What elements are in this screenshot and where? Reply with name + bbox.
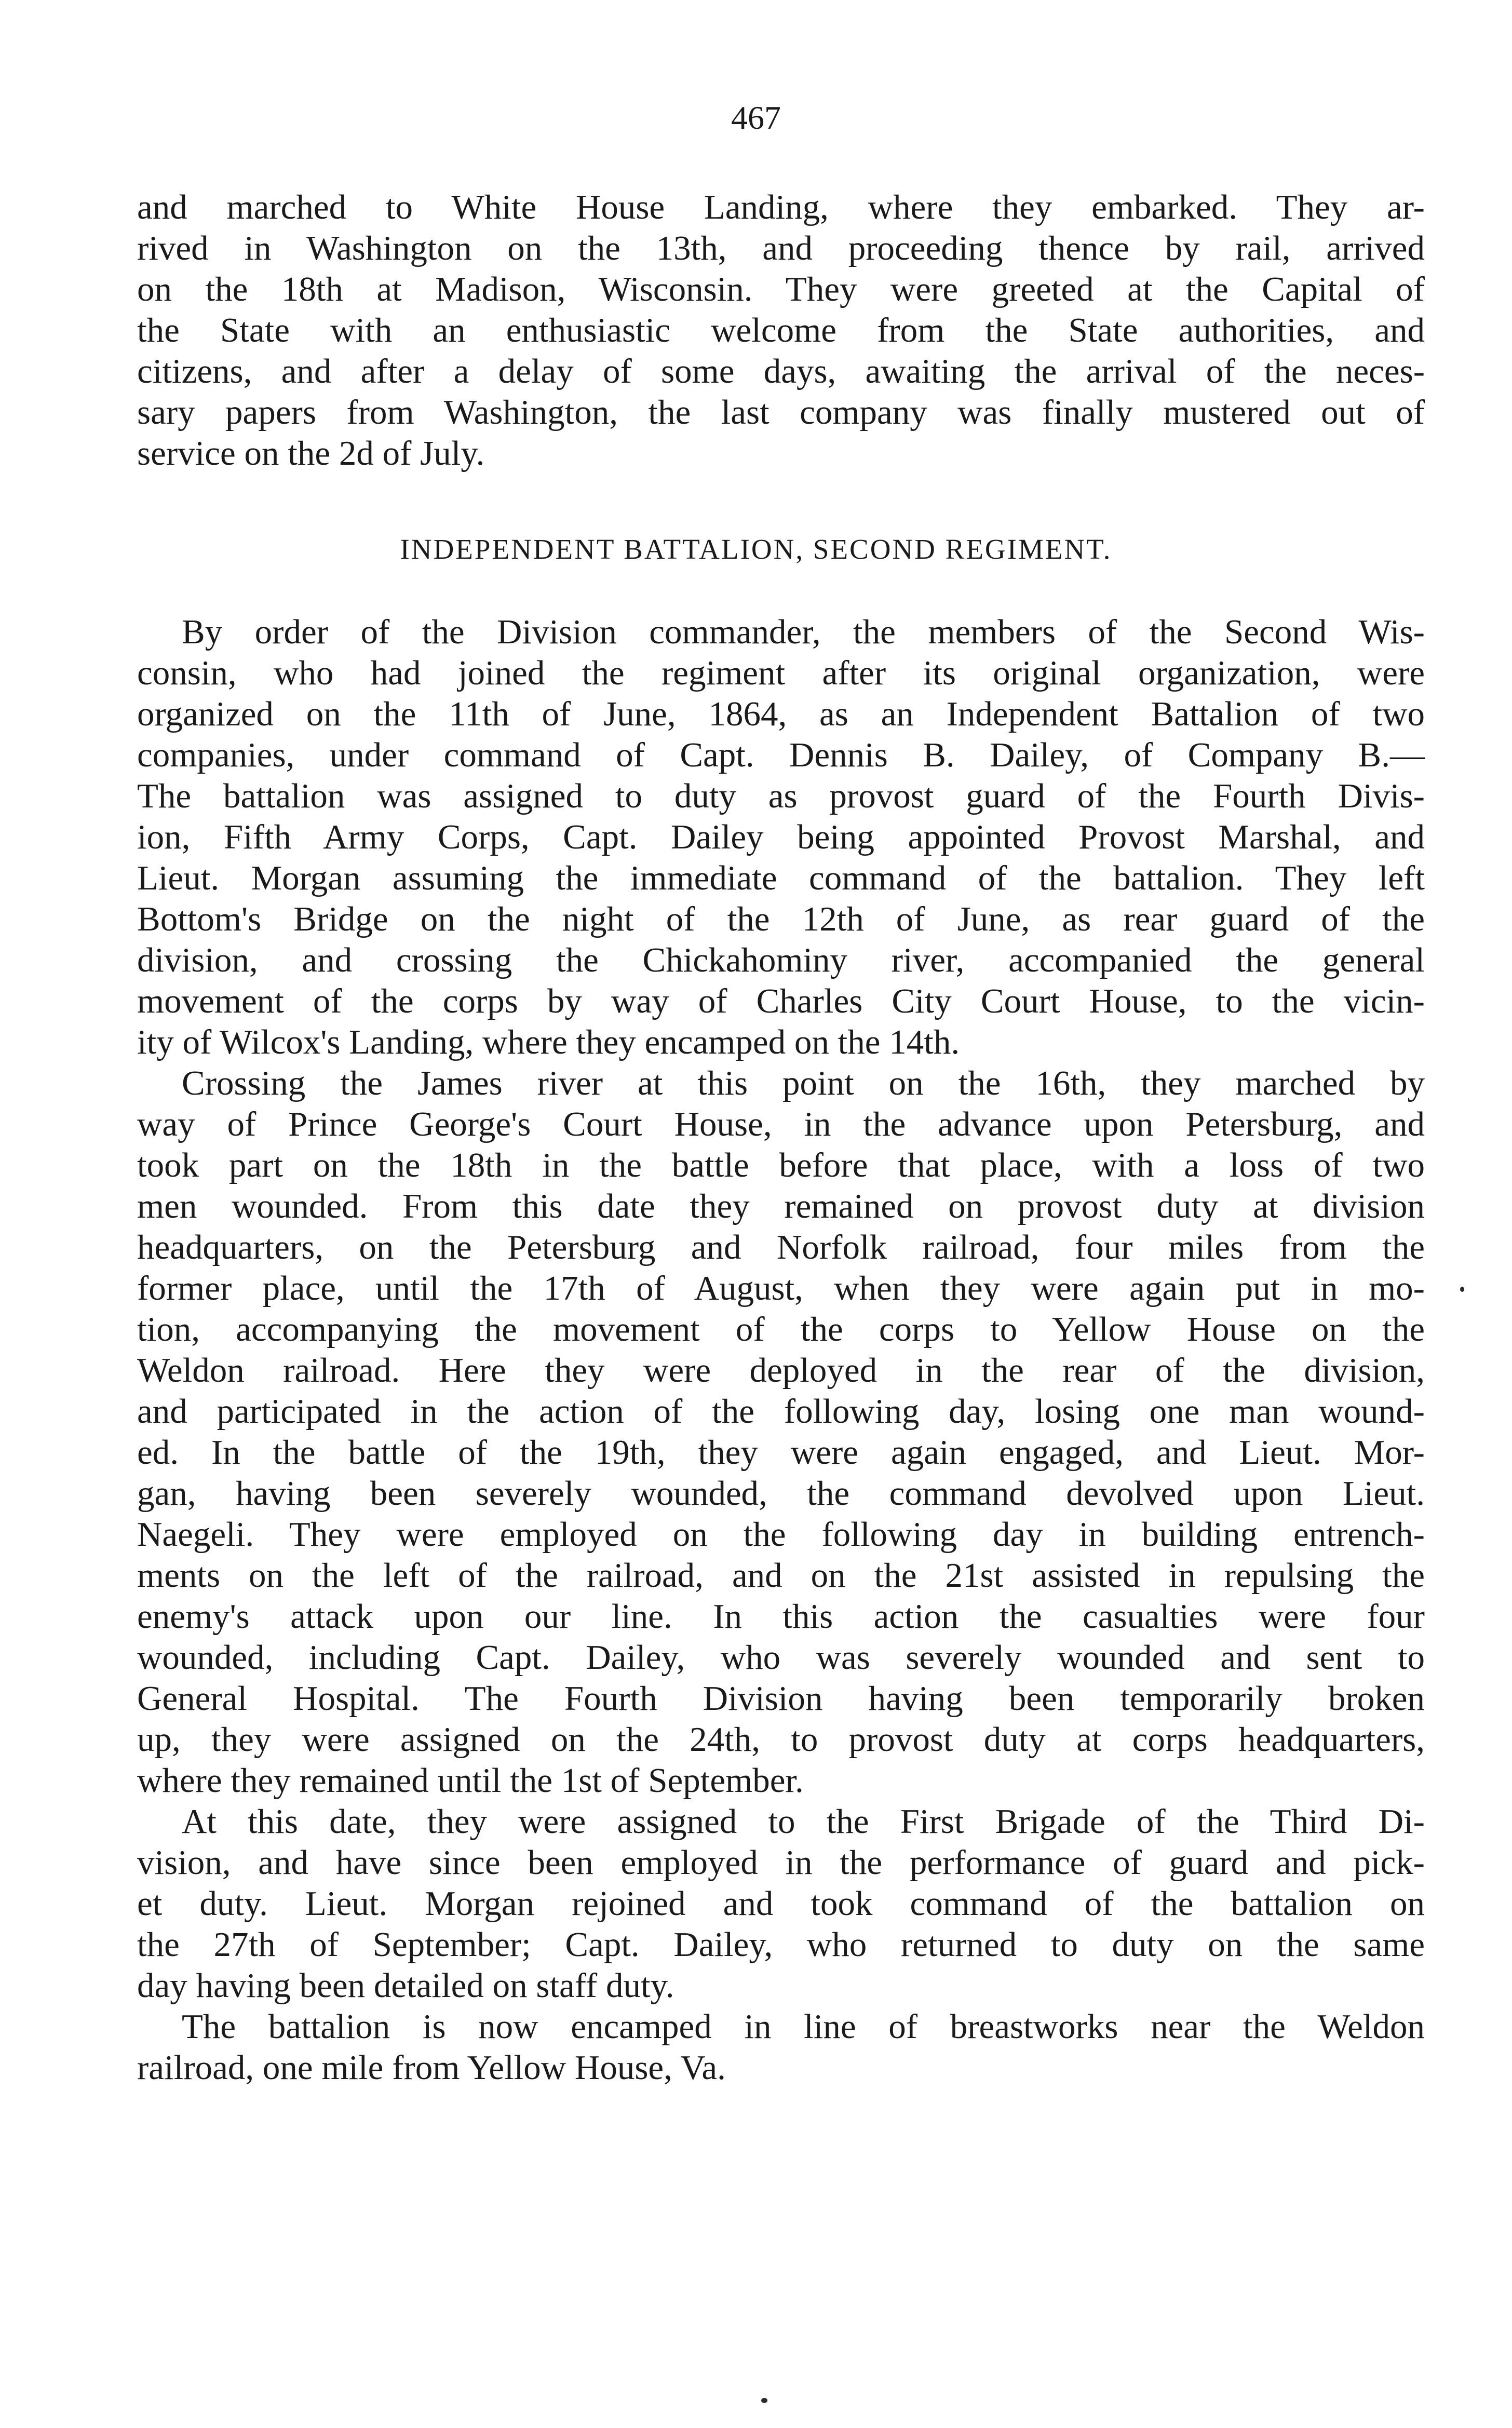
text-line: railroad, one mile from Yellow House, Va. bbox=[137, 2048, 726, 2087]
text-line: vision, and have since been employed in the performance of guard and pick- bbox=[137, 1843, 1425, 1882]
text-line: former place, until the 17th of August, when they were again put in mo- bbox=[137, 1269, 1425, 1307]
text-line: and marched to White House Landing, where they embarked. They ar- bbox=[137, 188, 1425, 226]
page-number: 467 bbox=[731, 99, 781, 136]
paragraph bbox=[137, 1801, 1425, 2006]
paragraph bbox=[137, 1063, 1425, 1801]
text-line: enemy's attack upon our line. In this action the casualties were four bbox=[137, 1597, 1425, 1636]
text-line: headquarters, on the Petersburg and Norfolk railroad, four miles from the bbox=[137, 1228, 1425, 1266]
text-line: organized on the 11th of June, 1864, as an Independent Battalion of two bbox=[137, 695, 1425, 733]
text-line: day having been detailed on staff duty. bbox=[137, 1966, 674, 2005]
section-heading: INDEPENDENT BATTALION, SECOND REGIMENT. bbox=[400, 533, 1112, 565]
text-line: gan, having been severely wounded, the command devolved upon Lieut. bbox=[137, 1474, 1425, 1513]
text-line: and participated in the action of the following day, losing one man wound- bbox=[137, 1392, 1425, 1431]
paragraph bbox=[137, 612, 1425, 1063]
text-line: where they remained until the 1st of September. bbox=[137, 1761, 804, 1800]
text-line: rived in Washington on the 13th, and proceeding thence by rail, arrived bbox=[137, 229, 1425, 267]
text-line: Naegeli. They were employed on the following day in building entrench- bbox=[137, 1515, 1425, 1554]
text-line: men wounded. From this date they remained on provost duty at division bbox=[137, 1187, 1425, 1225]
text-line: service on the 2d of July. bbox=[137, 434, 485, 473]
text-line: on the 18th at Madison, Wisconsin. They were greeted at the Capital of bbox=[137, 270, 1425, 308]
text-line: the State with an enthusiastic welcome from the State authorities, and bbox=[137, 311, 1425, 349]
text-line: companies, under command of Capt. Dennis B. Dailey, of Company B.— bbox=[137, 736, 1425, 774]
text-line: sary papers from Washington, the last company was finally mustered out of bbox=[137, 393, 1425, 431]
text-line: The battalion was assigned to duty as provost guard of the Fourth Divis- bbox=[137, 777, 1425, 815]
ink-speck bbox=[761, 2398, 767, 2403]
text-line: General Hospital. The Fourth Division having been temporarily broken bbox=[137, 1679, 1425, 1718]
text-line: Crossing the James river at this point on the 16th, they marched by bbox=[182, 1064, 1425, 1102]
text-line: division, and crossing the Chickahominy river, accompanied the general bbox=[137, 941, 1425, 979]
text-line: wounded, including Capt. Dailey, who was severely wounded and sent to bbox=[137, 1638, 1425, 1677]
text-line: way of Prince George's Court House, in the advance upon Petersburg, and bbox=[137, 1105, 1425, 1143]
text-line: the 27th of September; Capt. Dailey, who returned to duty on the same bbox=[137, 1925, 1425, 1964]
text-line: took part on the 18th in the battle before that place, with a loss of two bbox=[137, 1146, 1425, 1184]
text-line: Bottom's Bridge on the night of the 12th of June, as rear guard of the bbox=[137, 900, 1425, 938]
text-line: The battalion is now encamped in line of breastworks near the Weldon bbox=[182, 2007, 1425, 2046]
text-line: citizens, and after a delay of some days, awaiting the arrival of the neces- bbox=[137, 352, 1425, 390]
text-line: ion, Fifth Army Corps, Capt. Dailey being appointed Provost Marshal, and bbox=[137, 818, 1425, 856]
text-line: ments on the left of the railroad, and on the 21st assisted in repulsing the bbox=[137, 1556, 1425, 1595]
text-line: ity of Wilcox's Landing, where they encamped on the 14th. bbox=[137, 1023, 960, 1061]
text-line: ed. In the battle of the 19th, they were again engaged, and Lieut. Mor- bbox=[137, 1433, 1425, 1472]
section-body bbox=[137, 612, 1425, 2088]
paragraph bbox=[137, 2006, 1425, 2088]
ink-speck bbox=[1460, 1287, 1464, 1292]
text-line: up, they were assigned on the 24th, to provost duty at corps headquarters, bbox=[137, 1720, 1425, 1759]
text-line: At this date, they were assigned to the First Brigade of the Third Di- bbox=[182, 1802, 1425, 1841]
text-line: By order of the Division commander, the members of the Second Wis- bbox=[182, 613, 1425, 651]
text-line: Lieut. Morgan assuming the immediate command of the battalion. They left bbox=[137, 859, 1425, 897]
opening-paragraph bbox=[137, 187, 1425, 474]
text-line: et duty. Lieut. Morgan rejoined and took command of the battalion on bbox=[137, 1884, 1425, 1923]
text-line: Weldon railroad. Here they were deployed in the rear of the division, bbox=[137, 1351, 1425, 1390]
text-line: movement of the corps by way of Charles City Court House, to the vicin- bbox=[137, 982, 1425, 1020]
text-line: consin, who had joined the regiment after its original organization, were bbox=[137, 654, 1425, 692]
text-line: tion, accompanying the movement of the corps to Yellow House on the bbox=[137, 1310, 1425, 1348]
